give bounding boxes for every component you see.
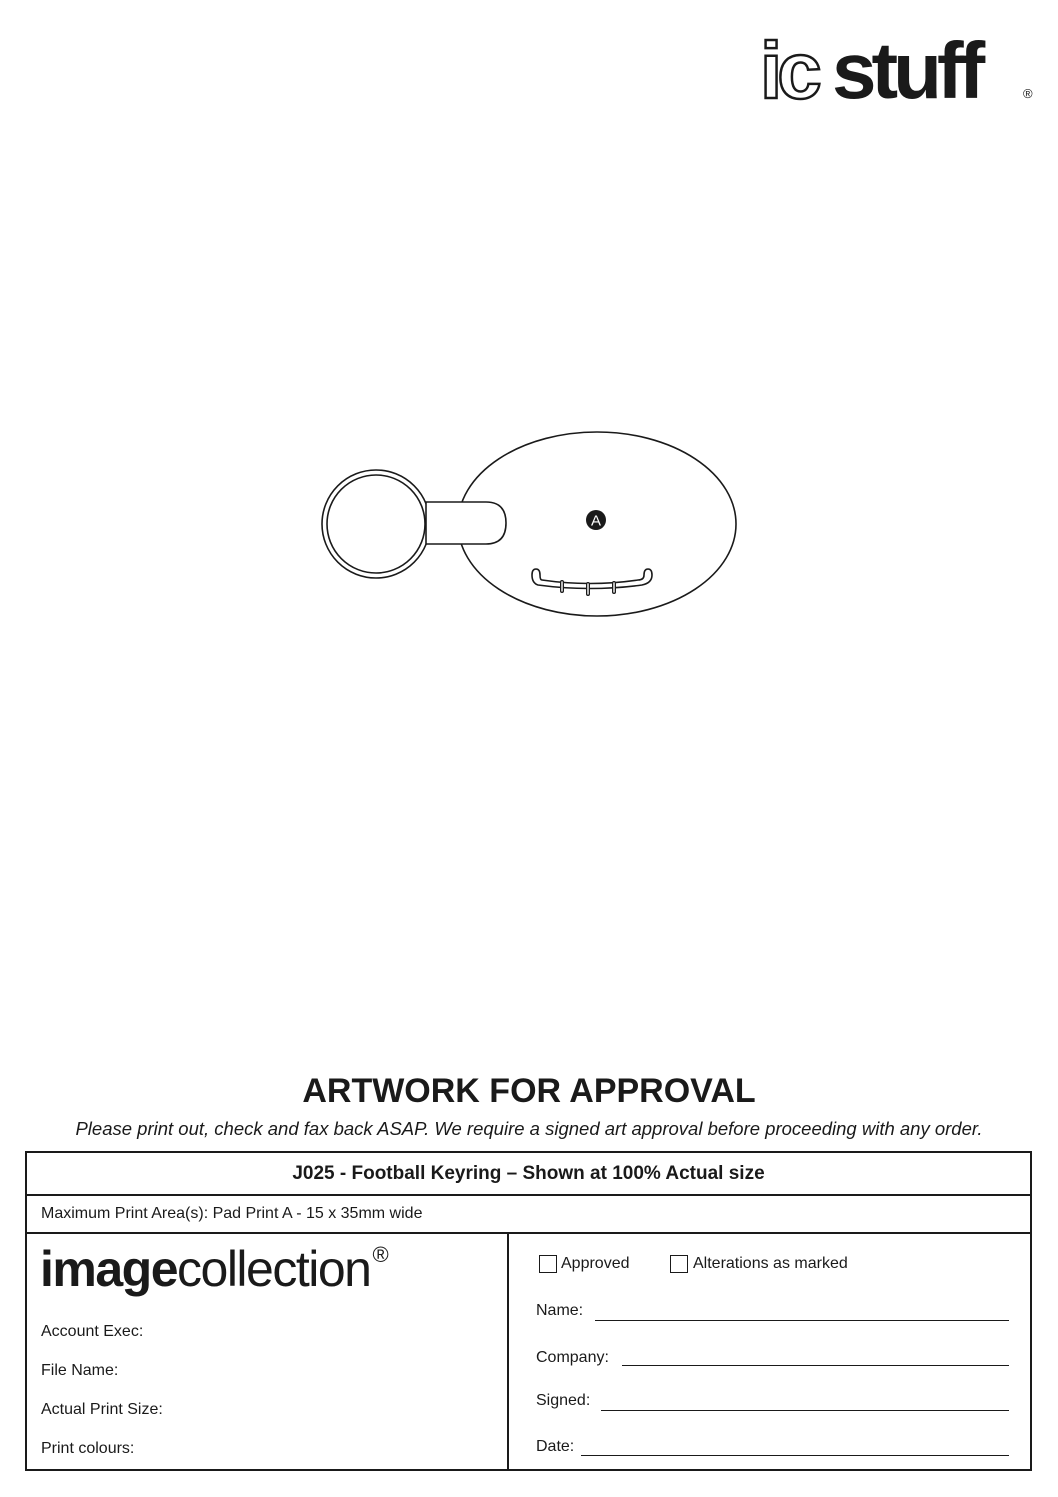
instructions-text: Please print out, check and fax back ASAP. We require a signed art approval before proceeding with any order. xyxy=(75,1118,983,1139)
approved-checkbox[interactable] xyxy=(539,1255,557,1273)
job-details-panel xyxy=(27,1234,509,1471)
alterations-checkbox[interactable] xyxy=(670,1255,688,1273)
logo-bold-part: image xyxy=(40,1241,178,1297)
key-ring-outer xyxy=(322,470,430,578)
icstuff-logo xyxy=(740,28,1040,108)
approved-label: Approved xyxy=(561,1255,630,1272)
actual-print-size-label: Actual Print Size: xyxy=(41,1401,163,1418)
keyring-artwork xyxy=(300,420,760,640)
signed-field[interactable] xyxy=(601,1410,1009,1411)
alterations-label: Alterations as marked xyxy=(693,1255,848,1272)
approval-form xyxy=(25,1151,1032,1471)
company-label: Company: xyxy=(536,1349,609,1366)
product-description: J025 - Football Keyring – Shown at 100% Actual size xyxy=(27,1153,1030,1196)
date-label: Date: xyxy=(536,1438,575,1455)
strap-tab xyxy=(426,502,506,544)
print-area-a-marker xyxy=(586,510,606,530)
date-field[interactable] xyxy=(581,1455,1009,1456)
logo-light-part: collection xyxy=(177,1241,371,1297)
company-field[interactable] xyxy=(622,1365,1009,1366)
name-label: Name: xyxy=(536,1302,584,1319)
logo-registered-mark: ® xyxy=(372,1242,388,1267)
name-field[interactable] xyxy=(595,1320,1009,1321)
logo-suffix: stuff xyxy=(832,28,981,108)
logo-registered-mark: ® xyxy=(1023,86,1033,101)
approval-panel xyxy=(509,1234,1030,1471)
file-name-label: File Name: xyxy=(41,1362,119,1379)
page-title: ARTWORK FOR APPROVAL xyxy=(302,1072,756,1110)
logo-prefix: ic xyxy=(760,28,817,108)
print-area-description: Maximum Print Area(s): Pad Print A - 15 x 35mm wide xyxy=(27,1196,1030,1234)
print-area-marker-label: A xyxy=(590,512,602,530)
signed-label: Signed: xyxy=(536,1392,591,1409)
print-colours-label: Print colours: xyxy=(41,1440,135,1457)
key-ring-inner xyxy=(327,475,425,573)
image-collection-logo xyxy=(40,1240,387,1298)
account-exec-label: Account Exec: xyxy=(41,1323,144,1340)
